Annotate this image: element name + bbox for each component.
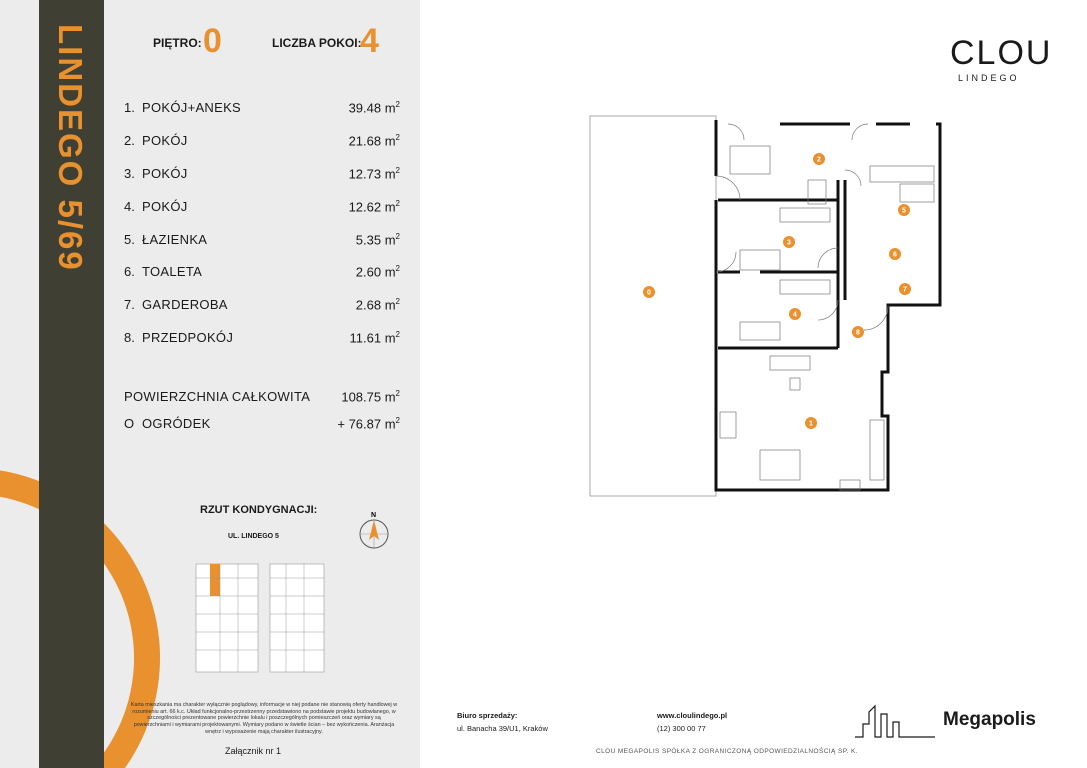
- plan-label-0: 0: [647, 289, 651, 297]
- plan-label-4: 4: [793, 311, 797, 319]
- svg-text:N: N: [371, 512, 377, 519]
- sales-office-address: ul. Banacha 39/U1, Kraków: [457, 724, 548, 733]
- rooms-count-value: 4: [360, 22, 379, 60]
- floor-value: 0: [203, 22, 222, 60]
- room-row-8: 8. PRZEDPOKÓJ 11.61 $m^2$: [124, 330, 400, 346]
- plan-label-6: 6: [893, 251, 897, 259]
- clou-logo: CLOU: [950, 34, 1053, 72]
- info-panel: [0, 0, 420, 768]
- website-link[interactable]: www.cloulindego.pl: [657, 711, 728, 720]
- room-row-2: 2. POKÓJ 21.68 $m^2$: [124, 133, 400, 149]
- apartment-floor-plan: [570, 100, 960, 505]
- plan-label-2: 2: [817, 156, 821, 164]
- annex-label: Załącznik nr 1: [225, 746, 282, 756]
- sales-office-label: Biuro sprzedaży:: [457, 711, 518, 720]
- plan-label-8: 8: [856, 329, 860, 337]
- floor-label: PIĘTRO:: [153, 36, 202, 50]
- plan-label-7: 7: [903, 286, 907, 294]
- plan-label-1: 1: [809, 420, 813, 428]
- compass-icon: [357, 510, 391, 552]
- room-row-6: 6. TOALETA 2.60 $m^2$: [124, 264, 400, 280]
- phone-number: (12) 300 00 77: [657, 724, 706, 733]
- megapolis-logo-text: Megapolis: [943, 709, 1036, 730]
- floor-view-title: RZUT KONDYGNACJI:: [200, 504, 318, 516]
- disclaimer-text: Karta mieszkania ma charakter wyłącznie poglądowy, informacje w niej podane nie stanowią oferty handlowej w rozumieniu art. 66 k.c. Układ funkcjonalno-przestrzenny przedstawiono na podstawie projektu budowlanego, w szczególności prezentowane powierzchnie lokalu i poszczególnych pomieszczeń oraz wymiary są powierzchniami i wymiarami projektowanymi. Wymiary podano w świetle ścian – bez wykończenia. Aranżacja wnętrz i wyposażenie mają charakter ilustracyjny.: [130, 702, 398, 735]
- street-label: UL. LINDEGO 5: [228, 533, 279, 540]
- clou-logo-subtitle: LINDEGO: [958, 73, 1020, 83]
- plan-label-3: 3: [787, 239, 791, 247]
- apartment-location-marker: [210, 564, 220, 596]
- site-plan-map: [190, 558, 330, 678]
- room-row-7: 7. GARDEROBA 2.68 $m^2$: [124, 297, 400, 313]
- room-row-5: 5. ŁAZIENKA 5.35 $m^2$: [124, 232, 400, 248]
- apartment-title: LINDEGO 5/69: [52, 24, 89, 272]
- total-area-row: POWIERZCHNIA CAŁKOWITA 108.75 $m^2$: [124, 389, 400, 405]
- company-name: CLOU MEGAPOLIS SPÓŁKA Z OGRANICZONĄ ODPOWIEDZIALNOŚCIĄ SP. K.: [596, 748, 858, 755]
- room-row-1: 1. POKÓJ+ANEKS 39.48 $m^2$: [124, 100, 400, 116]
- room-row-3: 3. POKÓJ 12.73 $m^2$: [124, 166, 400, 182]
- room-row-4: 4. POKÓJ 12.62 $m^2$: [124, 199, 400, 215]
- plan-label-5: 5: [902, 207, 906, 215]
- garden-row: O OGRÓDEK + 76.87 $m^2$: [124, 416, 400, 432]
- rooms-count-label: LICZBA POKOI:: [272, 36, 362, 50]
- megapolis-skyline-icon: [855, 704, 935, 738]
